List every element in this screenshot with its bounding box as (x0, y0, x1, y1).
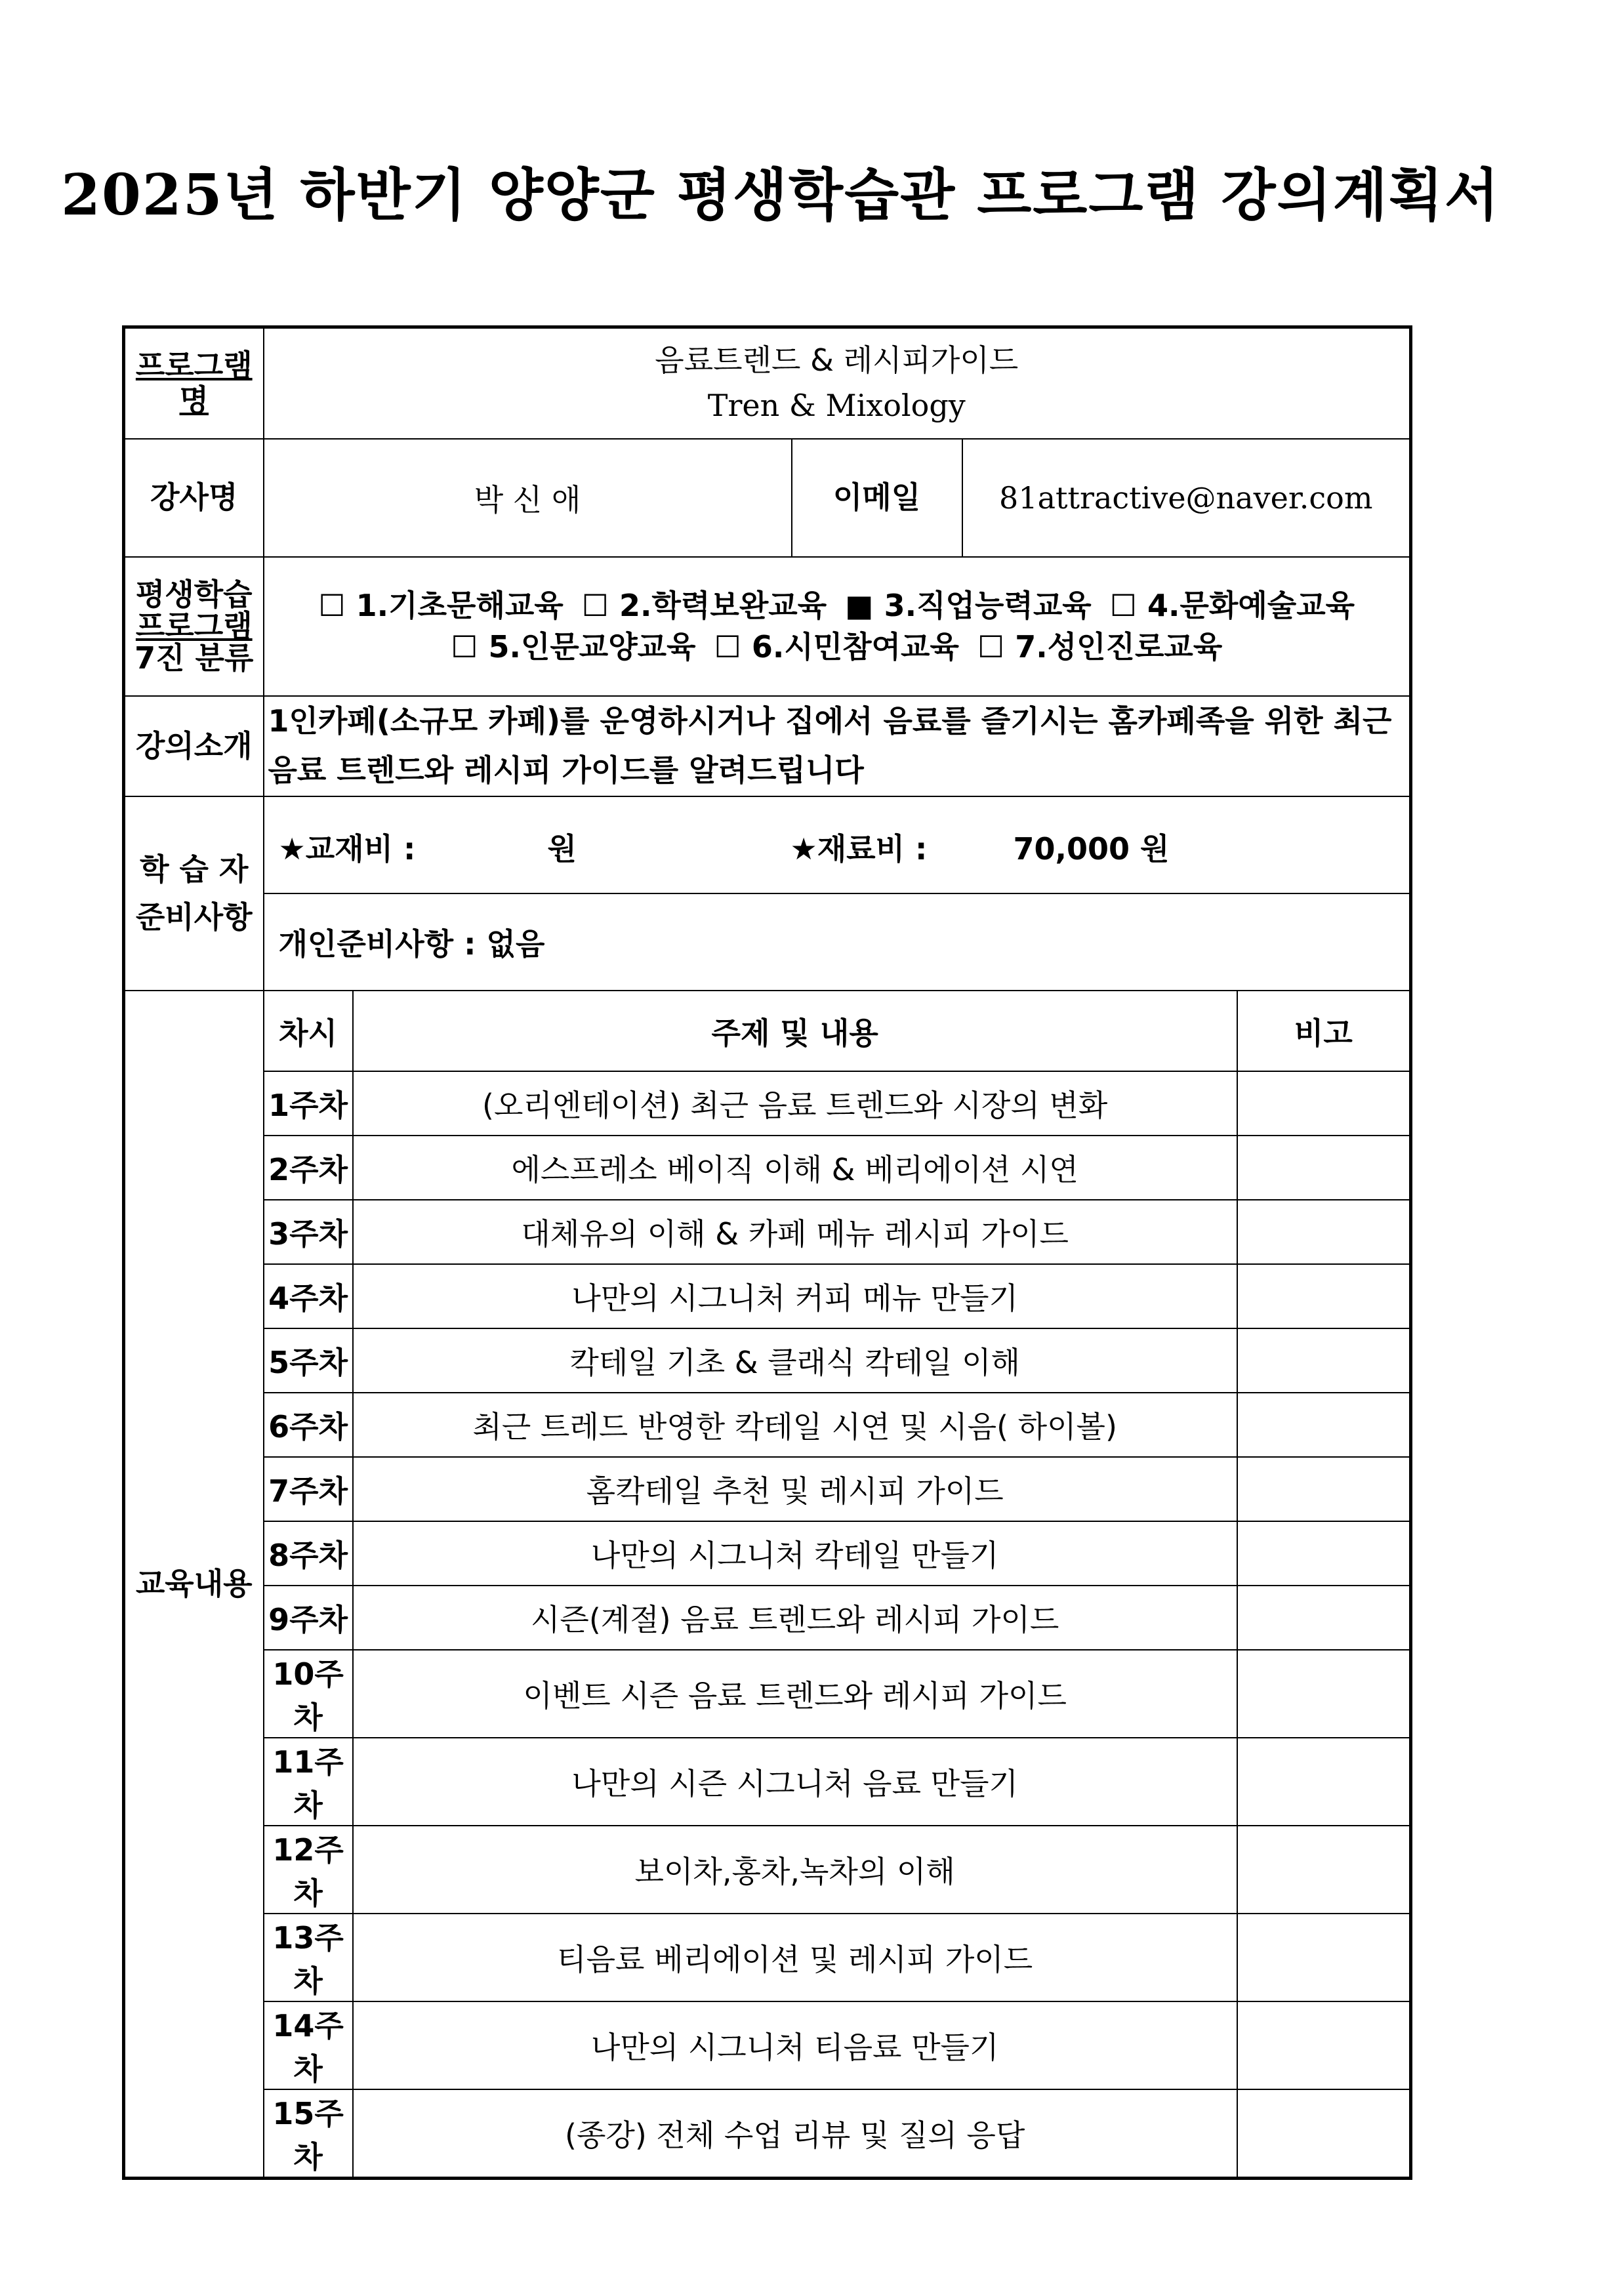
category-option-2[interactable]: ☐ 2.학력보완교육 (581, 588, 827, 624)
topic-cell: 나만의 시그니처 칵테일 만들기 (353, 1521, 1237, 1586)
category-option-3[interactable]: ■ 3.직업능력교육 (845, 588, 1092, 624)
note-cell (1237, 1457, 1409, 1521)
topic-cell: 최근 트레드 반영한 칵테일 시연 및 시음( 하이볼) (353, 1393, 1237, 1457)
session-cell: 7주차 (264, 1457, 353, 1521)
session-cell: 5주차 (264, 1328, 353, 1393)
topic-cell: 대체유의 이해 & 카페 메뉴 레시피 가이드 (353, 1200, 1237, 1264)
category-option-5[interactable]: ☐ 5.인문교양교육 (451, 628, 696, 665)
content-label: 교육내용 (124, 991, 264, 2179)
schedule-row (264, 1650, 1410, 1738)
instructor-label: 강사명 (124, 439, 264, 557)
note-cell (1237, 1826, 1409, 1914)
schedule-row (264, 1521, 1410, 1586)
session-cell: 3주차 (264, 1200, 353, 1264)
schedule-row (264, 2001, 1410, 2089)
note-header: 비고 (1237, 991, 1409, 1071)
schedule-row (264, 1328, 1410, 1393)
prep-label-line1: 학 습 자 (140, 851, 249, 887)
session-cell: 9주차 (264, 1586, 353, 1650)
textbook-cost-label: ★교재비 : (278, 831, 416, 867)
material-cost-label: ★재료비 : (790, 831, 928, 867)
session-cell: 11주차 (264, 1738, 353, 1826)
schedule-row (264, 1457, 1410, 1521)
session-header: 차시 (264, 991, 353, 1071)
topic-cell: 칵테일 기초 & 클래식 칵테일 이해 (353, 1328, 1237, 1393)
note-cell (1237, 1738, 1409, 1826)
note-cell (1237, 1071, 1409, 1136)
category-option-7[interactable]: ☐ 7.성인진로교육 (977, 628, 1223, 665)
schedule-row (264, 1136, 1410, 1200)
schedule-row (264, 1264, 1410, 1328)
schedule-row (264, 2089, 1410, 2177)
topic-cell: (오리엔테이션) 최근 음료 트렌드와 시장의 변화 (353, 1071, 1237, 1136)
program-name-en: Tren & Mixology (707, 388, 966, 424)
schedule-table (264, 991, 1410, 2177)
page-title: 2025년 하반기 양양군 평생학습관 프로그램 강의계획서 (61, 162, 1500, 228)
topic-cell: 티음료 베리에이션 및 레시피 가이드 (353, 1914, 1237, 2001)
program-name-label: 프로그램명 (124, 327, 264, 439)
session-cell: 10주차 (264, 1650, 353, 1738)
session-cell: 4주차 (264, 1264, 353, 1328)
schedule-row (264, 1393, 1410, 1457)
program-name-cell (264, 327, 1411, 439)
schedule-row (264, 1071, 1410, 1136)
prep-label (124, 796, 264, 991)
session-cell: 2주차 (264, 1136, 353, 1200)
note-cell (1237, 1393, 1409, 1457)
note-cell (1237, 1521, 1409, 1586)
instructor-name: 박 신 애 (264, 439, 792, 557)
category-options (264, 557, 1411, 696)
schedule-row (264, 1738, 1410, 1826)
schedule-row (264, 1914, 1410, 2001)
schedule-cell (264, 991, 1411, 2179)
session-cell: 6주차 (264, 1393, 353, 1457)
prep-label-line2: 준비사항 (135, 899, 253, 935)
note-cell (1237, 1200, 1409, 1264)
intro-text: 1인카페(소규모 카페)를 운영하시거나 집에서 음료를 즐기시는 홈카페족을 위한 최근 음료 트렌드와 레시피 가이드를 알려드립니다 (264, 696, 1411, 797)
topic-header: 주제 및 내용 (353, 991, 1237, 1071)
topic-cell: (종강) 전체 수업 리뷰 및 질의 응답 (353, 2089, 1237, 2177)
category-label-line3: 7진 분류 (134, 640, 254, 676)
prep-costs (264, 796, 1411, 893)
topic-cell: 시즌(계절) 음료 트렌드와 레시피 가이드 (353, 1586, 1237, 1650)
note-cell (1237, 2001, 1409, 2089)
email-label: 이메일 (792, 439, 962, 557)
schedule-row (264, 1586, 1410, 1650)
intro-label: 강의소개 (124, 696, 264, 797)
category-option-4[interactable]: ☐ 4.문화예술교육 (1109, 588, 1355, 624)
session-cell: 13주차 (264, 1914, 353, 2001)
category-label-line2: 프로그램 (135, 608, 253, 644)
topic-cell: 홈칵테일 추천 및 레시피 가이드 (353, 1457, 1237, 1521)
note-cell (1237, 1328, 1409, 1393)
material-cost-value: 70,000 원 (1013, 831, 1170, 867)
session-cell: 1주차 (264, 1071, 353, 1136)
category-line-2 (264, 626, 1410, 667)
topic-cell: 보이차,홍차,녹차의 이해 (353, 1826, 1237, 1914)
topic-cell: 에스프레소 베이직 이해 & 베리에이션 시연 (353, 1136, 1237, 1200)
schedule-row (264, 1200, 1410, 1264)
category-label-line1: 평생학습 (135, 577, 253, 613)
session-cell: 8주차 (264, 1521, 353, 1586)
category-option-6[interactable]: ☐ 6.시민참여교육 (714, 628, 959, 665)
topic-cell: 나만의 시그니처 커피 메뉴 만들기 (353, 1264, 1237, 1328)
category-label (124, 557, 264, 696)
program-name-ko: 음료트렌드 & 레시피가이드 (655, 342, 1019, 379)
session-cell: 12주차 (264, 1826, 353, 1914)
note-cell (1237, 1586, 1409, 1650)
session-cell: 14주차 (264, 2001, 353, 2089)
note-cell (1237, 1650, 1409, 1738)
note-cell (1237, 1136, 1409, 1200)
prep-personal: 개인준비사항 : 없음 (264, 893, 1411, 991)
session-cell: 15주차 (264, 2089, 353, 2177)
note-cell (1237, 1264, 1409, 1328)
topic-cell: 나만의 시즌 시그니처 음료 만들기 (353, 1738, 1237, 1826)
topic-cell: 이벤트 시즌 음료 트렌드와 레시피 가이드 (353, 1650, 1237, 1738)
topic-cell: 나만의 시그니처 티음료 만들기 (353, 2001, 1237, 2089)
lecture-plan-table (122, 325, 1412, 2180)
category-line-1 (264, 585, 1410, 626)
schedule-row (264, 1826, 1410, 1914)
note-cell (1237, 1914, 1409, 2001)
note-cell (1237, 2089, 1409, 2177)
instructor-email: 81attractive@naver.com (962, 439, 1411, 557)
category-option-1[interactable]: ☐ 1.기초문해교육 (318, 588, 564, 624)
textbook-cost-value: 원 (547, 831, 577, 867)
schedule-header-row (264, 991, 1410, 1071)
